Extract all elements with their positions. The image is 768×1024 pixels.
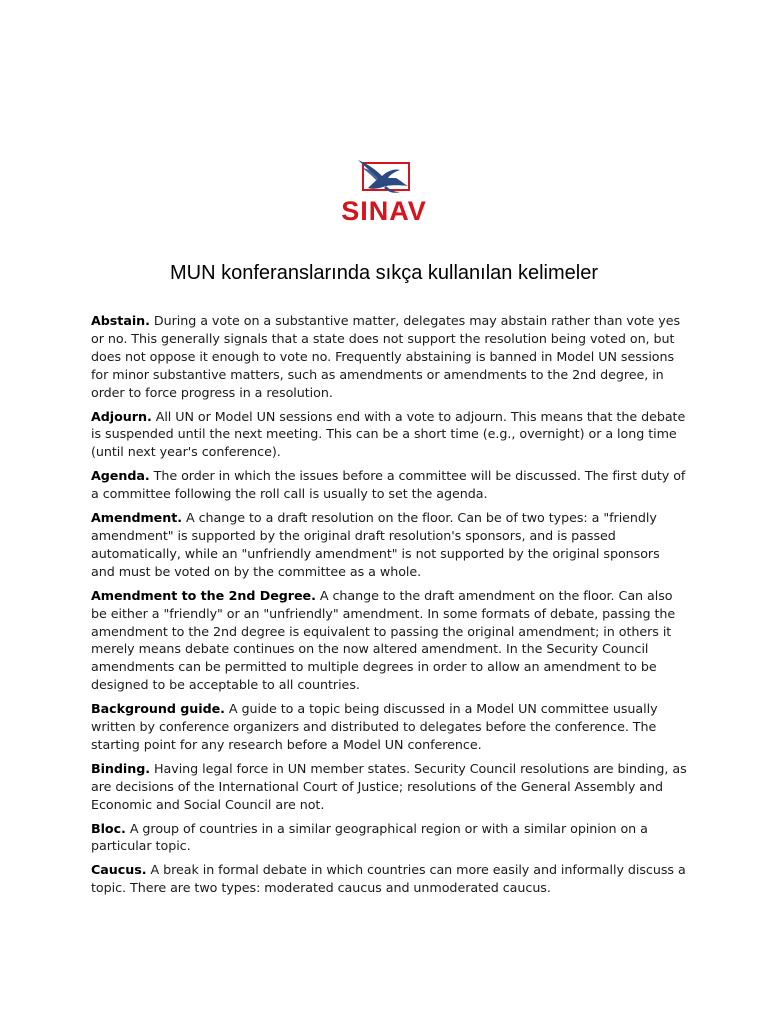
glossary-term: Binding. [91,760,151,776]
glossary-definition: A guide to a topic being discussed in a Model UN committee usually written by conference organizers and distributed to delegates before the conference. The starting point for any research before a Model UN conference. [91,701,658,752]
glossary-term: Bloc. [91,820,126,836]
glossary-term: Background guide. [91,701,225,717]
glossary-entry-background-guide [91,700,687,754]
glossary-entry-amendment [91,509,687,581]
glossary-term: Agenda. [91,468,150,484]
glossary-definition: A change to the draft amendment on the floor. Can also be either a "friendly" or an "unfriendly" amendment. In some formats of debate, passing the amendment to the 2nd degree is equivalent to passing the original amendment; in others it merely means debate continues on the now altered amendment. In the Security Council amendments can be permitted to multiple degrees in order to allow an amendment to be designed to be acceptable to all countries. [91,587,676,693]
glossary-term: Abstain. [91,313,150,328]
glossary-term: Amendment. [91,510,183,526]
page-title: MUN konferanslarında sıkça kullanılan kelimeler [170,262,598,284]
glossary-definition: Having legal force in UN member states. Security Council resolutions are binding, as are decisions of the International Court of Justice; resolutions of the General Assembly and Economic and Social Council are not. [91,760,687,812]
glossary-list [91,312,687,903]
glossary-entry-bloc [91,820,687,856]
glossary-entry-agenda [91,467,687,503]
glossary-definition: During a vote on a substantive matter, delegates may abstain rather than vote yes or no. This generally signals that a state does not support the resolution being voted on, but does not oppose it enough to vote no. Frequently abstaining is banned in Model UN sessions for minor substantive matters, such as amendments or amendments to the 2nd degree, in order to force progress in a resolution. [91,313,681,400]
eagle-icon [328,130,440,248]
glossary-term: Amendment to the 2nd Degree. [91,587,316,603]
glossary-entry-adjourn [91,408,687,462]
glossary-entry-caucus [91,861,687,897]
glossary-definition: All UN or Model UN sessions end with a vote to adjourn. This means that the debate is suspended until the next meeting. This can be a short time (e.g., overnight) or a long time (until next year's conference). [91,408,686,460]
glossary-definition: A break in formal debate in which countries can more easily and informally discuss a topic. There are two types: moderated caucus and unmoderated caucus. [91,862,686,896]
logo-wordmark: SINAV [341,196,427,226]
glossary-term: Adjourn. [91,408,152,424]
glossary-definition: A group of countries in a similar geographical region or with a similar opinion on a particular topic. [91,820,648,854]
glossary-term: Caucus. [91,862,147,878]
glossary-entry-amendment-2nd-degree [91,587,687,694]
glossary-entry-binding [91,760,687,814]
glossary-definition: The order in which the issues before a committee will be discussed. The first duty of a committee following the roll call is usually to set the agenda. [91,468,686,502]
glossary-definition: A change to a draft resolution on the floor. Can be of two types: a "friendly amendment" is supported by the original draft resolution's sponsors, and is passed automatically, while an "unfriendly amendment" is not supported by the original sponsors and must be voted on by the committee as a whole. [91,510,660,579]
glossary-entry-abstain [91,312,687,402]
sinav-logo [328,130,440,248]
